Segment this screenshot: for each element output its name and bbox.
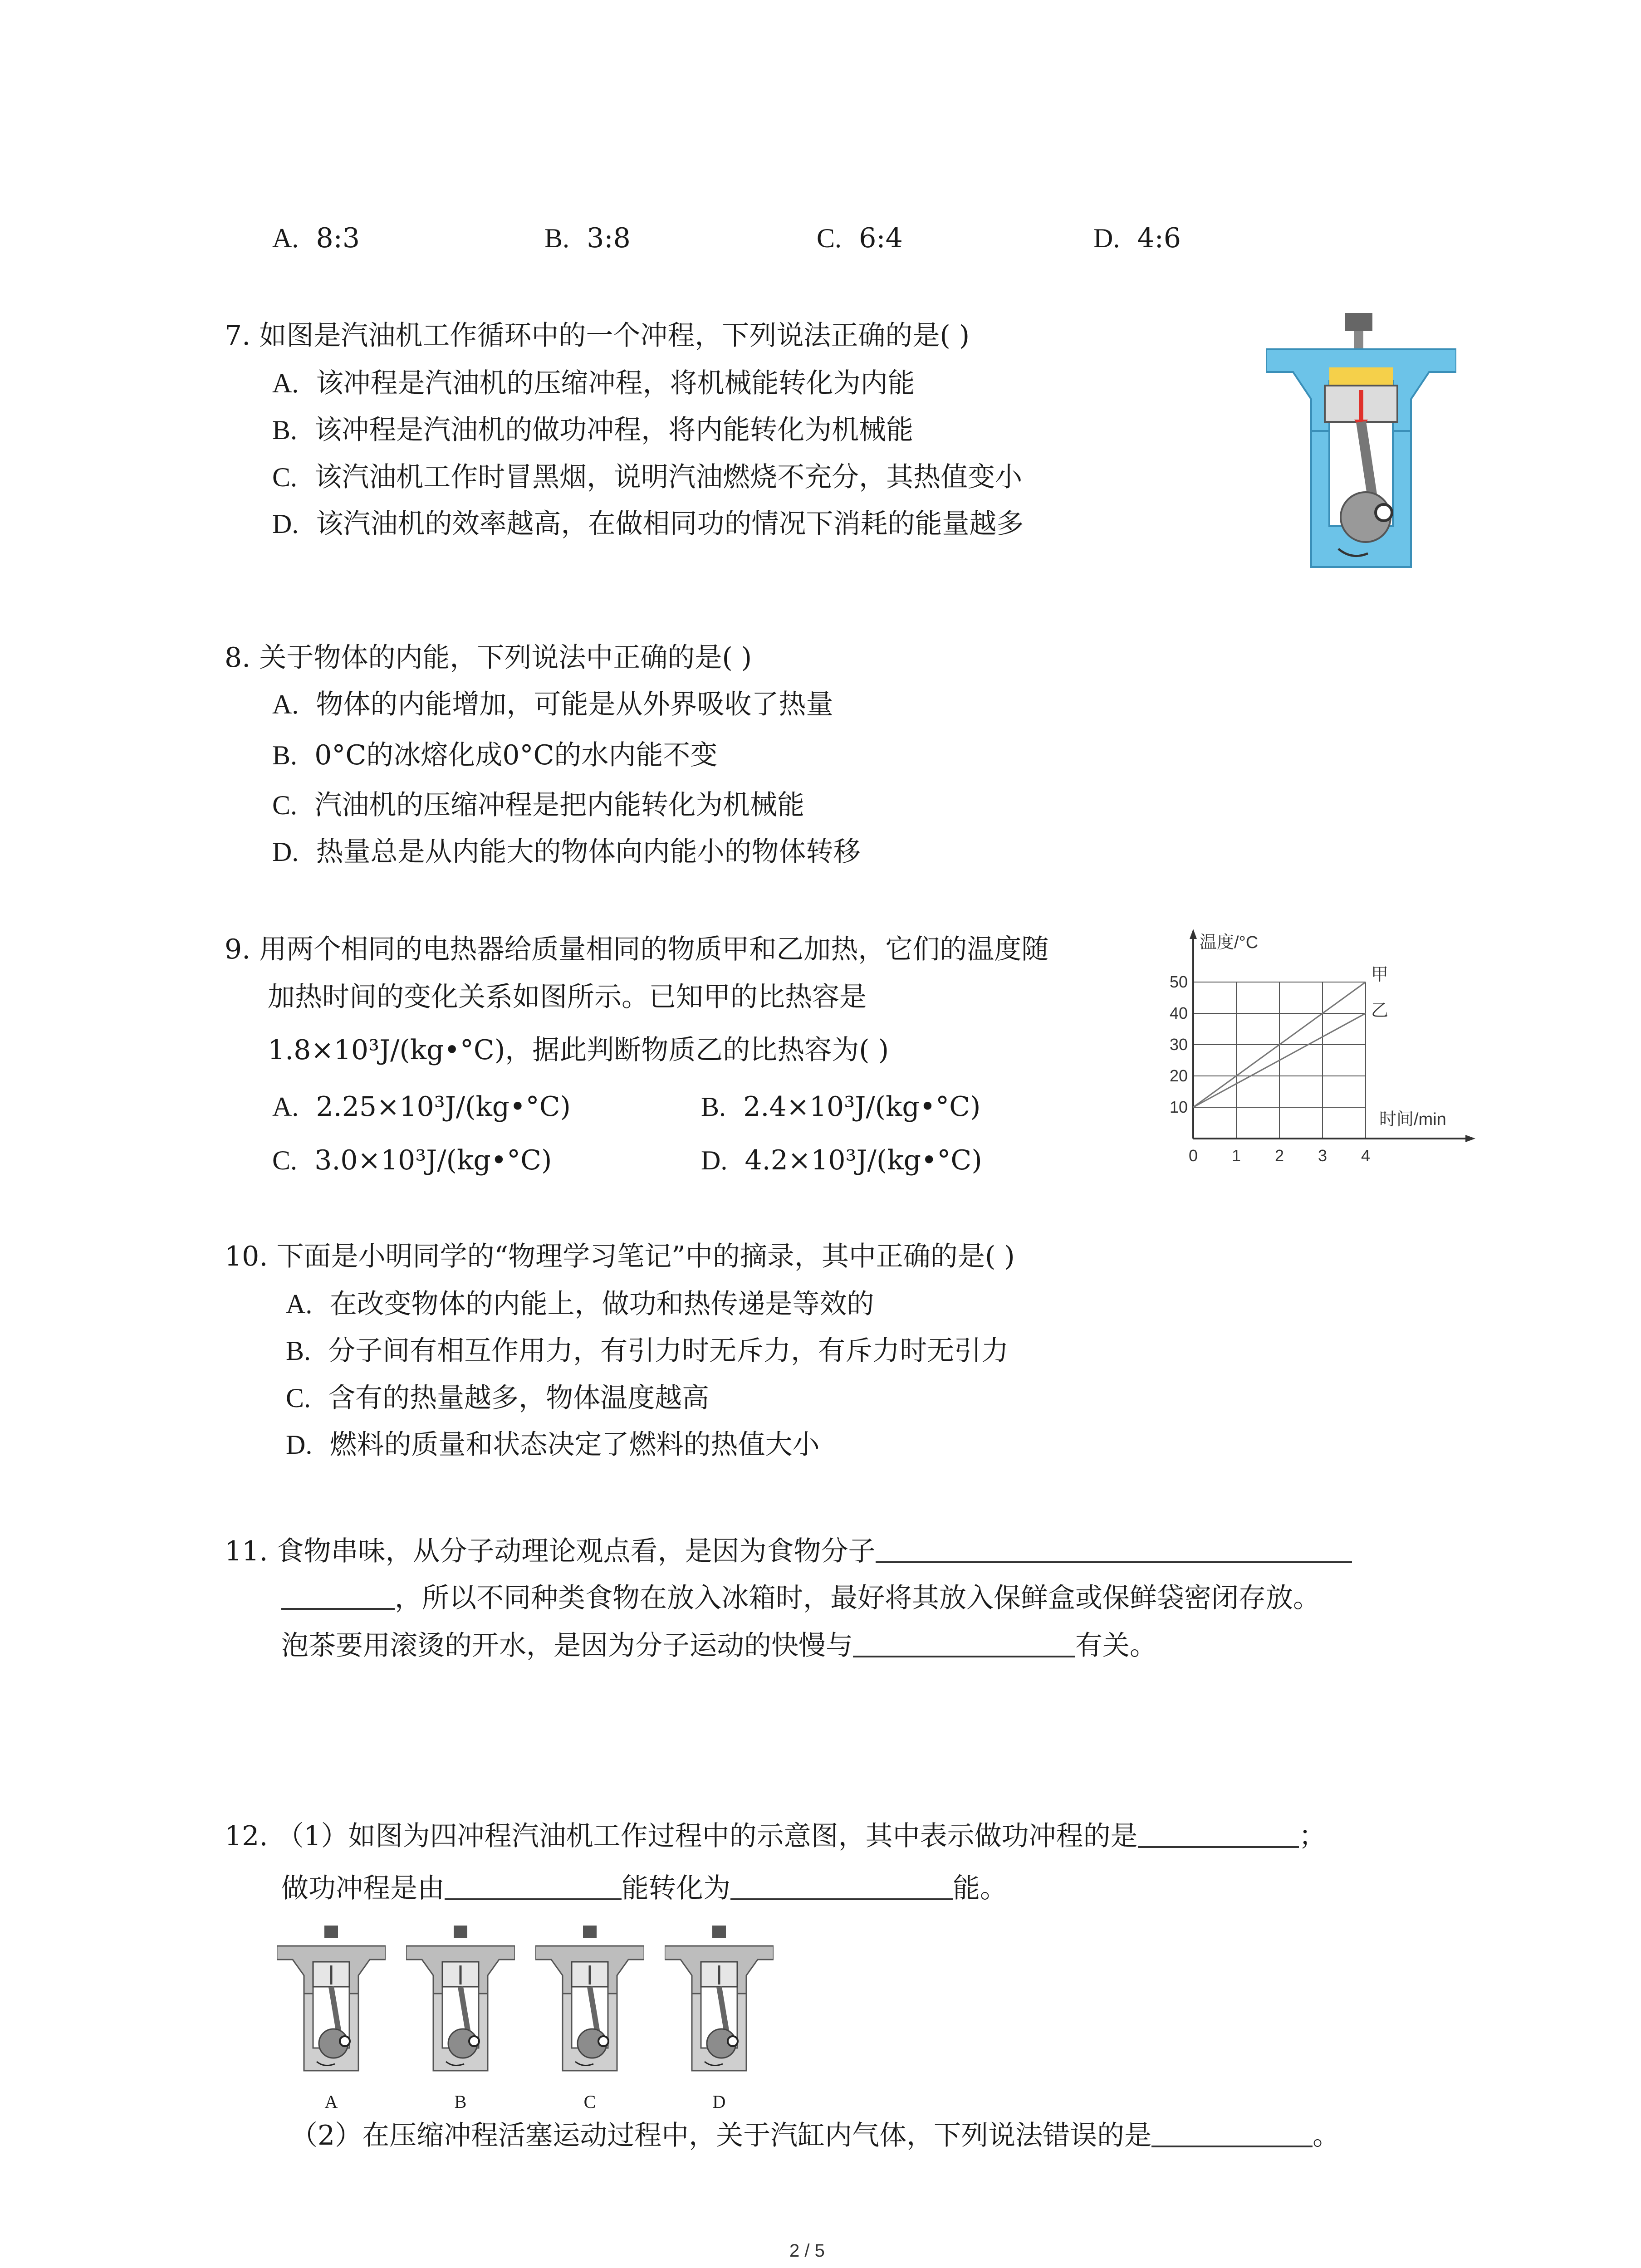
chart-y-axis-arrow (1190, 929, 1197, 939)
q6-option-d: D. 4:6 (1093, 222, 1181, 254)
x-tick-label: 2 (1274, 1146, 1284, 1165)
q9-option-a: A. 2.25×10³J/(kg•°C) (272, 1091, 571, 1123)
y-tick-label: 20 (1169, 1066, 1188, 1085)
q9-option-b: B. 2.4×10³J/(kg•°C) (701, 1091, 981, 1123)
x-tick-label: 4 (1361, 1146, 1371, 1165)
q11-line2: ，所以不同种类食物在放入冰箱时，最好将其放入保鲜盒或保鲜袋密闭存放。 (281, 1581, 1320, 1612)
q8-option-b: B. 0°C的冰熔化成0°C的水内能不变 (272, 739, 718, 771)
q9-stem-line2: 加热时间的变化关系如图所示。已知甲的比热容是 (268, 981, 867, 1013)
q10-option-a: A. 在改变物体的内能上，做功和热传递是等效的 (286, 1288, 874, 1320)
q8-option-d: D. 热量总是从内能大的物体向内能小的物体转移 (272, 836, 861, 868)
q10-option-b: B. 分子间有相互作用力，有引力时无斥力，有斥力时无引力 (286, 1335, 1009, 1367)
q10-stem: 10. 下面是小明同学的“物理学习笔记”中的摘录，其中正确的是( ) (225, 1241, 1015, 1272)
q9-option-c: C. 3.0×10³J/(kg•°C) (272, 1144, 552, 1176)
q11-blank-2[interactable] (853, 1628, 1075, 1657)
q10-option-c: C. 含有的热量越多，物体温度越高 (286, 1382, 710, 1414)
engine-figure-label: D (712, 2092, 726, 2112)
q12-blank-1[interactable] (1138, 1819, 1299, 1848)
engine-figure-label: B (454, 2092, 467, 2112)
q12-line3: （2）在压缩冲程活塞运动过程中，关于汽缸内气体，下列说法错误的是 。 (290, 2118, 1340, 2149)
q10-option-d: D. 燃料的质量和状态决定了燃料的热值大小 (286, 1429, 820, 1461)
q7-stem: 7. 如图是汽油机工作循环中的一个冲程，下列说法正确的是( ) (225, 320, 970, 352)
q11-blank-1[interactable] (876, 1534, 1352, 1563)
y-tick-label: 50 (1169, 973, 1188, 991)
engine-figure-c (535, 1926, 644, 2080)
q7-option-a: A. 该冲程是汽油机的压缩冲程，将机械能转化为内能 (272, 367, 915, 399)
q11-line3: 泡茶要用滚烫的开水，是因为分子运动的快慢与 有关。 (281, 1628, 1157, 1659)
x-tick-label: 3 (1318, 1146, 1327, 1165)
chart-y-label: 温度/°C (1200, 933, 1259, 952)
q7-option-d: D. 该汽油机的效率越高，在做相同功的情况下消耗的能量越多 (272, 508, 1024, 540)
engine-figure-d (665, 1926, 774, 2080)
q11-blank-1-cont[interactable] (281, 1581, 395, 1610)
chart-x-label: 时间/min (1379, 1110, 1446, 1129)
y-tick-label: 10 (1169, 1098, 1188, 1116)
engine-stroke-figure (1266, 313, 1456, 581)
engine-figure-label: C (583, 2092, 596, 2112)
q7-option-c: C. 该汽油机工作时冒黑烟，说明汽油燃烧不充分，其热值变小 (272, 461, 1023, 493)
engine-figure-a (277, 1926, 386, 2080)
q12-blank-4[interactable] (1151, 2118, 1313, 2147)
q12-line1: 12. （1）如图为四冲程汽油机工作过程中的示意图，其中表示做功冲程的是 ； (225, 1819, 1326, 1850)
q8-option-c: C. 汽油机的压缩冲程是把内能转化为机械能 (272, 789, 805, 821)
q6-option-c: C. 6:4 (817, 222, 903, 254)
engine-figure-b (406, 1926, 515, 2080)
q11-line1: 11. 食物串味，从分子动理论观点看，是因为食物分子 (225, 1534, 1352, 1565)
q8-option-a: A. 物体的内能增加，可能是从外界吸收了热量 (272, 689, 833, 720)
chart-x-axis-arrow (1465, 1135, 1475, 1142)
page-number: 2 / 5 (789, 2241, 825, 2261)
series-label-1: 甲 (1371, 965, 1389, 984)
q8-stem: 8. 关于物体的内能，下列说法中正确的是( ) (225, 642, 752, 674)
q12-line2: 做功冲程是由 能转化为 能。 (281, 1871, 1007, 1902)
q12-blank-2[interactable] (445, 1871, 622, 1900)
q6-option-b: B. 3:8 (544, 222, 631, 254)
q9-stem-line3: 1.8×10³J/(kg•°C)，据此判断物质乙的比热容为( ) (268, 1034, 889, 1066)
x-tick-label: 0 (1188, 1146, 1198, 1165)
chart-series (1193, 965, 1388, 1107)
q7-option-b: B. 该冲程是汽油机的做功冲程，将内能转化为机械能 (272, 414, 914, 446)
q12-blank-3[interactable] (730, 1871, 953, 1900)
q9-option-d: D. 4.2×10³J/(kg•°C) (701, 1144, 982, 1176)
q9-stem-line1: 9. 用两个相同的电热器给质量相同的物质甲和乙加热，它们的温度随 (225, 934, 1049, 965)
temperature-time-chart (1152, 925, 1502, 1170)
engine-figure-label: A (324, 2092, 338, 2112)
four-stroke-figures (277, 1926, 762, 2116)
y-tick-label: 40 (1169, 1004, 1188, 1022)
y-tick-label: 30 (1169, 1035, 1188, 1054)
q6-option-a: A. 8:3 (272, 222, 360, 254)
x-tick-label: 1 (1231, 1146, 1241, 1165)
series-label-2: 乙 (1371, 1001, 1389, 1020)
